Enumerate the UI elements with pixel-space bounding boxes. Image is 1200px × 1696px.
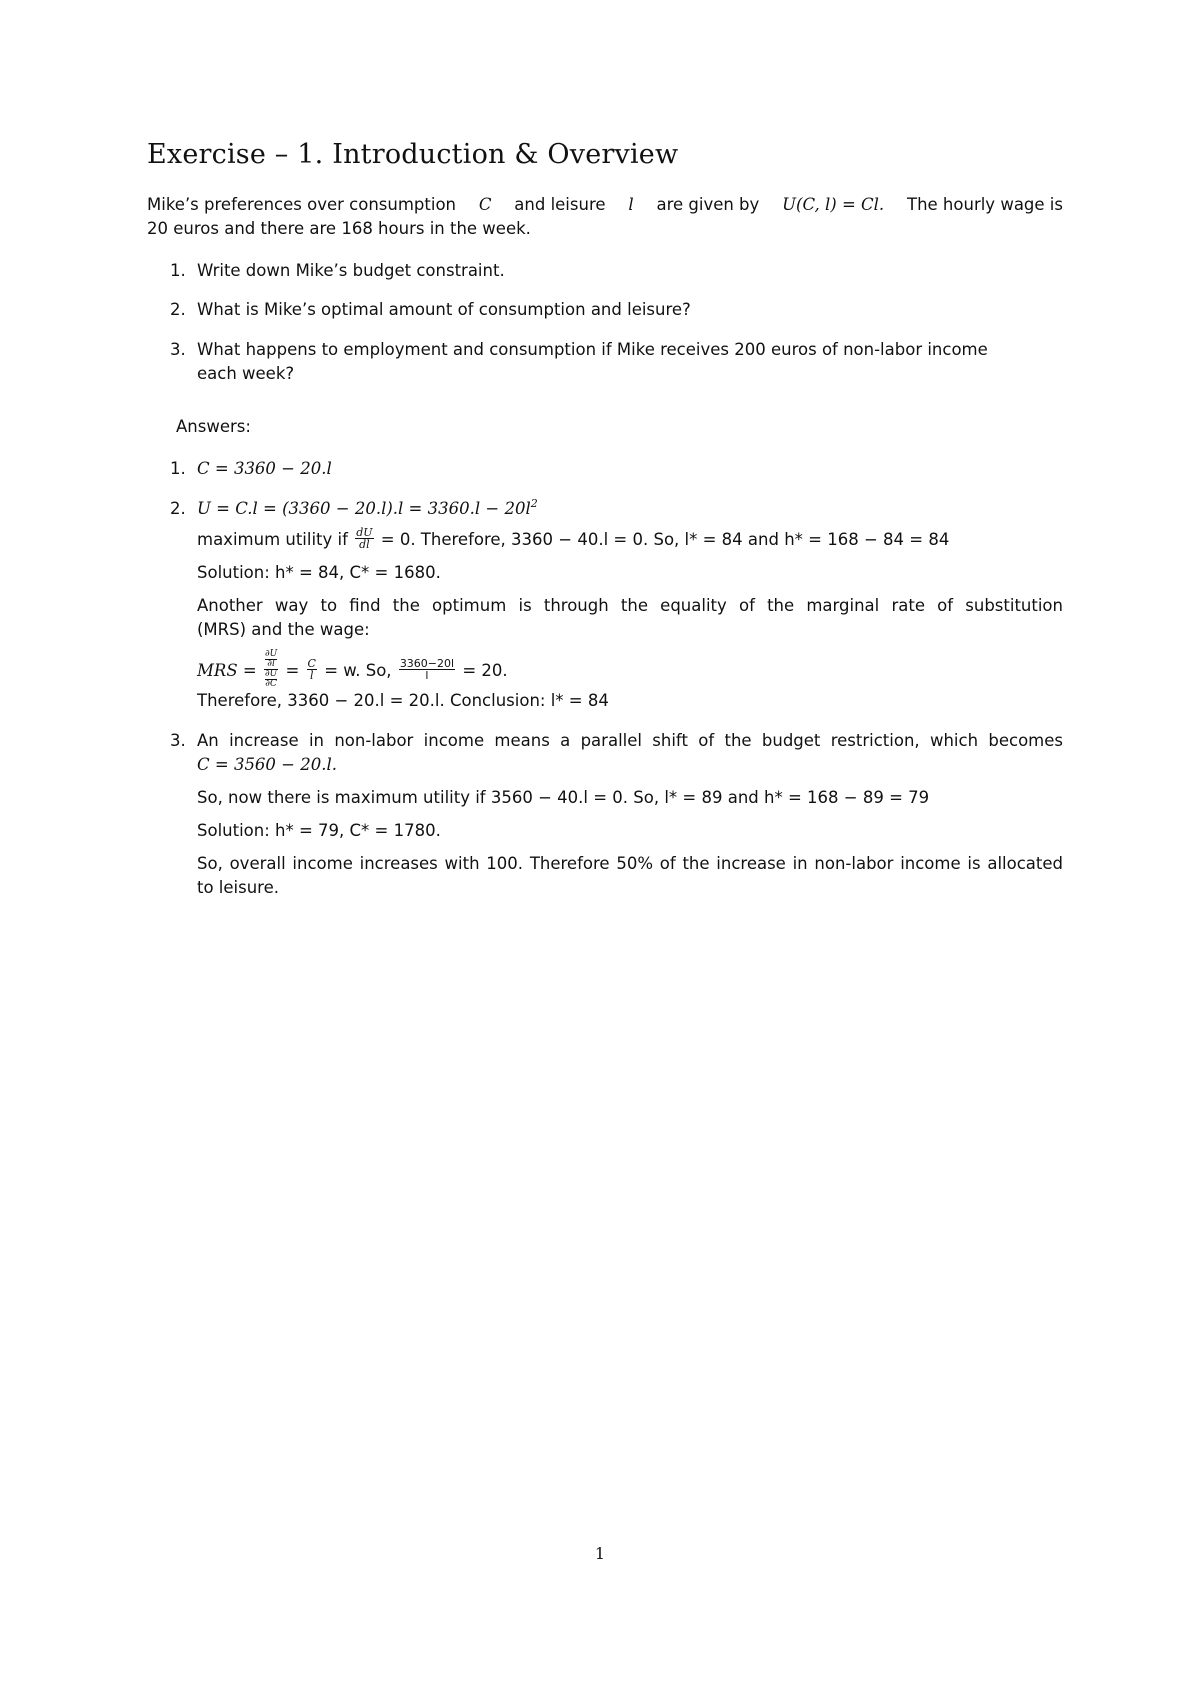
answer-3-line-1: An increase in non-labor income means a parallel shift of the budget restriction, which becomes bbox=[197, 731, 1063, 750]
intro-var-l: l bbox=[628, 195, 634, 214]
answer-2-another-line-1 bbox=[197, 594, 1063, 618]
question-3-text-2: each week? bbox=[197, 364, 295, 383]
question-2-text: What is Mike’s optimal amount of consumption and leisure? bbox=[197, 300, 691, 319]
mrs-numerator-bottom: ∂l bbox=[267, 659, 275, 669]
answer-2-utility bbox=[197, 497, 538, 521]
mrs-label: MRS = bbox=[197, 661, 257, 680]
question-1-text: Write down Mike’s budget constraint. bbox=[197, 261, 505, 280]
answer-3-overall-1: So, overall income increases with 100. Therefore 50% of the increase in non-labor income is allocated bbox=[197, 854, 1063, 873]
mrs-numerator-top: ∂U bbox=[264, 649, 278, 659]
answer-2-number: 2. bbox=[170, 499, 186, 518]
question-3-number: 3. bbox=[170, 340, 186, 359]
answer-2-utility-text: U = C.l = (3360 − 20.l).l = 3360.l − 20l bbox=[197, 499, 531, 518]
mrs-text-b: = w. So, bbox=[324, 661, 392, 680]
answer-3-line-2: C = 3560 − 20.l. bbox=[197, 755, 338, 774]
answer-1-equation: C = 3360 − 20.l bbox=[197, 459, 332, 478]
mrs-numerator bbox=[264, 650, 278, 670]
intro-var-c: C bbox=[478, 195, 492, 214]
c-over-l-fraction bbox=[307, 658, 317, 681]
mrs-denominator bbox=[264, 670, 278, 689]
intro-text-d: The hourly wage is bbox=[907, 195, 1063, 214]
mrs-fraction bbox=[264, 650, 278, 689]
answer-2-utility-exponent: 2 bbox=[530, 497, 538, 510]
mrs-equals: = bbox=[285, 661, 300, 680]
answer-3-overall-2: to leisure. bbox=[197, 878, 280, 897]
answer-2-solution: Solution: h* = 84, C* = 1680. bbox=[197, 563, 441, 582]
answer-3-solution: Solution: h* = 79, C* = 1780. bbox=[197, 821, 441, 840]
page-number: 1 bbox=[594, 1544, 606, 1563]
wage-fraction-denominator: l bbox=[425, 669, 429, 682]
question-1-number: 1. bbox=[170, 261, 186, 280]
answers-label: Answers: bbox=[176, 417, 251, 436]
mrs-denominator-bottom: ∂C bbox=[265, 679, 277, 689]
page-title: Exercise – 1. Introduction & Overview bbox=[147, 139, 679, 170]
mrs-text-c: = 20. bbox=[462, 661, 508, 680]
c-over-l-denominator: l bbox=[309, 669, 314, 682]
intro-text-a: Mike’s preferences over consumption bbox=[147, 195, 456, 214]
mrs-denominator-top: ∂U bbox=[264, 669, 278, 679]
answer-2-max-text-a: maximum utility if bbox=[197, 530, 348, 549]
c-over-l-numerator: C bbox=[307, 657, 316, 670]
derivative-numerator: dU bbox=[356, 526, 373, 539]
intro-line-2: 20 euros and there are 168 hours in the week. bbox=[147, 219, 531, 238]
derivative-denominator: dl bbox=[359, 538, 370, 551]
question-3-text-1: What happens to employment and consumption if Mike receives 200 euros of non-labor income bbox=[197, 340, 988, 359]
answer-3-line-3: So, now there is maximum utility if 3560 − 40.l = 0. So, l* = 89 and h* = 168 − 89 = 79 bbox=[197, 788, 930, 807]
answer-2-therefore: Therefore, 3360 − 20.l = 20.l. Conclusion: l* = 84 bbox=[197, 691, 609, 710]
answer-3-number: 3. bbox=[170, 731, 186, 750]
intro-utility: U(C, l) = Cl. bbox=[782, 195, 885, 214]
intro-line-1 bbox=[147, 193, 1063, 217]
intro-text-c: are given by bbox=[656, 195, 760, 214]
answer-2-max-text-b: = 0. Therefore, 3360 − 40.l = 0. So, l* = 84 and h* = 168 − 84 = 84 bbox=[380, 530, 950, 549]
question-2-number: 2. bbox=[170, 300, 186, 319]
wage-fraction bbox=[399, 658, 455, 681]
answer-1-number: 1. bbox=[170, 459, 186, 478]
answer-2-max-line bbox=[197, 528, 949, 552]
answer-2-mrs-line bbox=[197, 649, 508, 691]
derivative-fraction bbox=[355, 527, 373, 550]
answer-2-another-text-1: Another way to find the optimum is through the equality of the marginal rate of substitution bbox=[197, 596, 1063, 615]
intro-text-b: and leisure bbox=[514, 195, 606, 214]
answer-2-another-line-2: (MRS) and the wage: bbox=[197, 620, 370, 639]
wage-fraction-numerator: 3360−20l bbox=[399, 657, 455, 670]
